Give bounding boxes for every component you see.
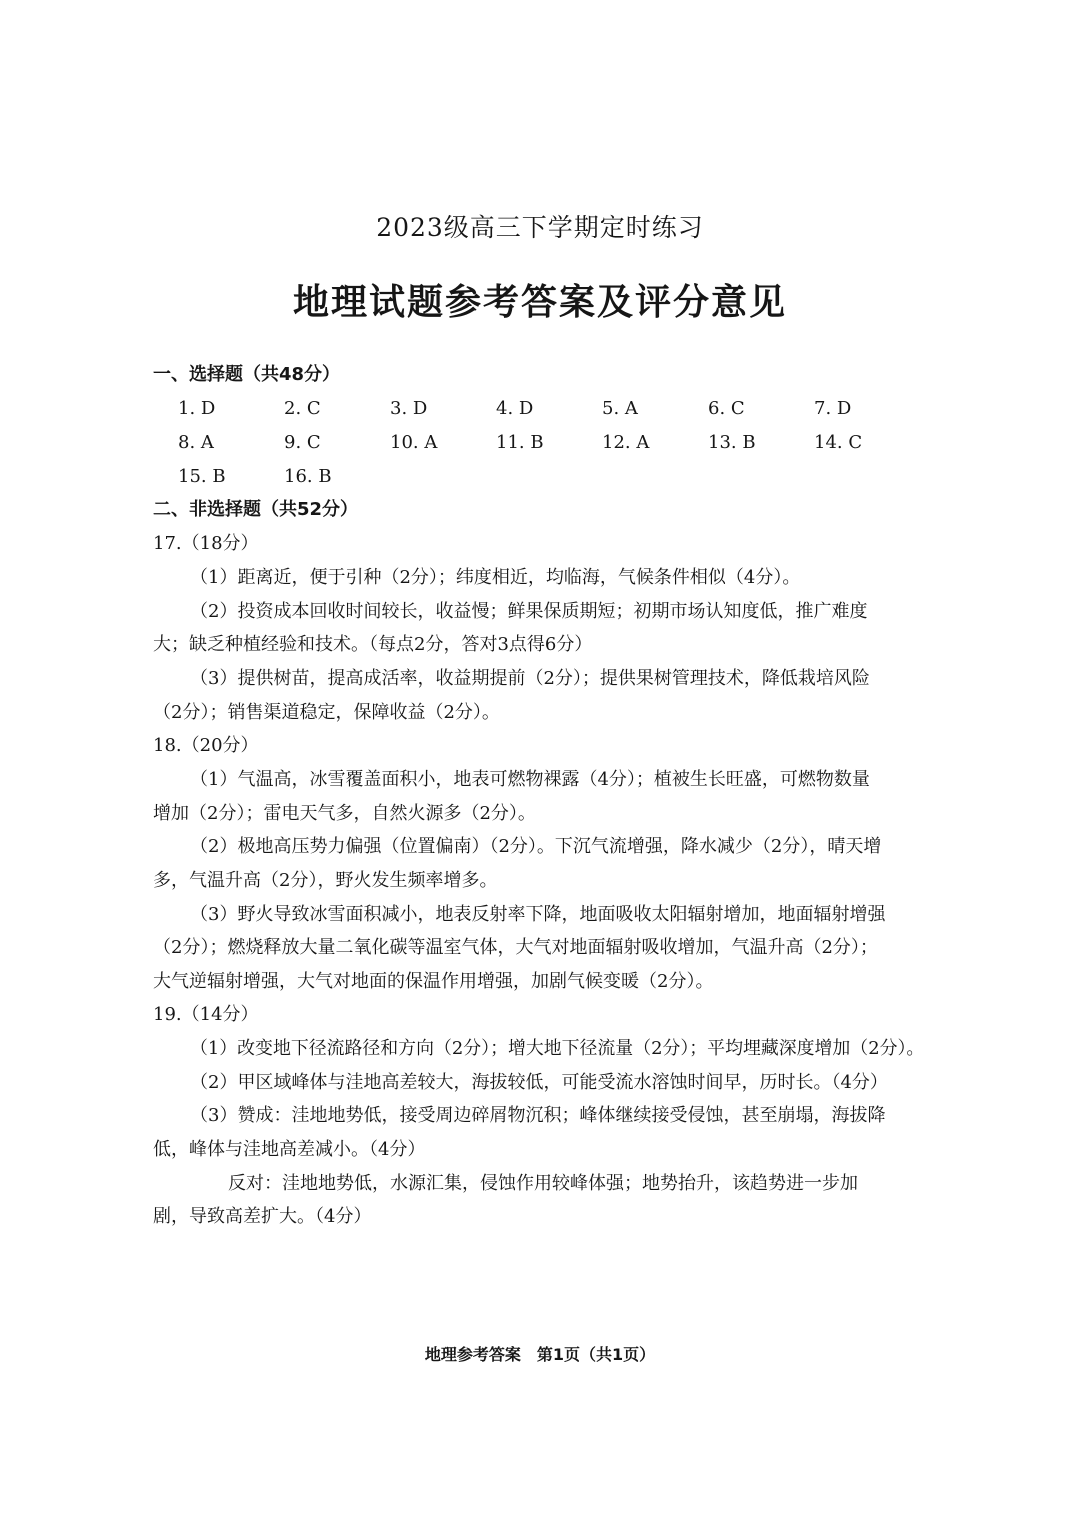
answer-item: 16. B [284, 466, 332, 487]
q18-answer-line: （2分）；燃烧释放大量二氧化碳等温室气体，大气对地面辐射吸收增加，气温升高（2分）； [153, 937, 878, 958]
q18-answer-line: （1）气温高，冰雪覆盖面积小，地表可燃物裸露（4分）；植被生长旺盛，可燃物数量 [190, 769, 870, 790]
q19-answer-line: 剧，导致高差扩大。（4分） [153, 1206, 372, 1227]
q17-answer-line: （3）提供树苗，提高成活率，收益期提前（2分）；提供果树管理技术，降低栽培风险 [190, 668, 870, 689]
answer-item: 14. C [814, 432, 863, 453]
answer-item: 8. A [178, 432, 214, 453]
section-heading-multiple-choice: 一、选择题（共48分） [153, 364, 341, 385]
q17-answer-line: 大；缺乏种植经验和技术。（每点2分，答对3点得6分） [153, 634, 593, 655]
answer-row-1 [0, 396, 1080, 422]
q18-answer-line: 大气逆辐射增强，大气对地面的保温作用增强，加剧气候变暖（2分）。 [153, 971, 714, 992]
page-title: 地理试题参考答案及评分意见 [292, 282, 787, 323]
q19-answer-line: （2）甲区域峰体与洼地高差较大，海拔较低，可能受流水溶蚀时间早，历时长。（4分） [190, 1072, 888, 1093]
answer-item: 9. C [284, 432, 321, 453]
answer-item: 6. C [708, 398, 745, 419]
answer-item: 2. C [284, 398, 321, 419]
q19-answer-line: 低，峰体与洼地高差减小。（4分） [153, 1139, 426, 1160]
answer-item: 3. D [390, 398, 428, 419]
q18-answer-line: （3）野火导致冰雪面积减小，地表反射率下降，地面吸收太阳辐射增加，地面辐射增强 [190, 904, 886, 925]
q19-answer-line: 反对：洼地地势低，水源汇集，侵蚀作用较峰体强；地势抬升，该趋势进一步加 [228, 1173, 858, 1194]
answer-row-3 [0, 464, 1080, 490]
answer-item: 10. A [390, 432, 438, 453]
q17-answer-line: （2分）；销售渠道稳定，保障收益（2分）。 [153, 702, 500, 723]
answer-row-2 [0, 430, 1080, 456]
q19-answer-line: （1）改变地下径流路径和方向（2分）；增大地下径流量（2分）；平均埋藏深度增加（2分）。 [190, 1038, 925, 1059]
question-18-number: 18.（20分） [153, 735, 259, 756]
answer-item: 15. B [178, 466, 226, 487]
answer-item: 5. A [602, 398, 638, 419]
question-17-number: 17.（18分） [153, 533, 259, 554]
q17-answer-line: （2）投资成本回收时间较长，收益慢；鲜果保质期短；初期市场认知度低，推广难度 [190, 601, 868, 622]
section-heading-free-response: 二、非选择题（共52分） [153, 499, 359, 520]
answer-item: 11. B [496, 432, 544, 453]
answer-item: 1. D [178, 398, 216, 419]
answer-item: 7. D [814, 398, 852, 419]
q19-answer-line: （3）赞成：洼地地势低，接受周边碎屑物沉积；峰体继续接受侵蚀，甚至崩塌，海拔降 [190, 1105, 886, 1126]
exam-subtitle: 2023级高三下学期定时练习 [376, 213, 704, 242]
q18-answer-line: 增加（2分）；雷电天气多，自然火源多（2分）。 [153, 803, 536, 824]
q17-answer-line: （1）距离近，便于引种（2分）；纬度相近，均临海，气候条件相似（4分）。 [190, 567, 801, 588]
answer-item: 13. B [708, 432, 756, 453]
q18-answer-line: （2）极地高压势力偏强（位置偏南）（2分）。下沉气流增强，降水减少（2分），晴天增 [190, 836, 882, 857]
answer-item: 4. D [496, 398, 534, 419]
q18-answer-line: 多，气温升高（2分），野火发生频率增多。 [153, 870, 498, 891]
page-footer: 地理参考答案 第1页（共1页） [424, 1345, 656, 1364]
question-19-number: 19.（14分） [153, 1004, 259, 1025]
answer-item: 12. A [602, 432, 650, 453]
